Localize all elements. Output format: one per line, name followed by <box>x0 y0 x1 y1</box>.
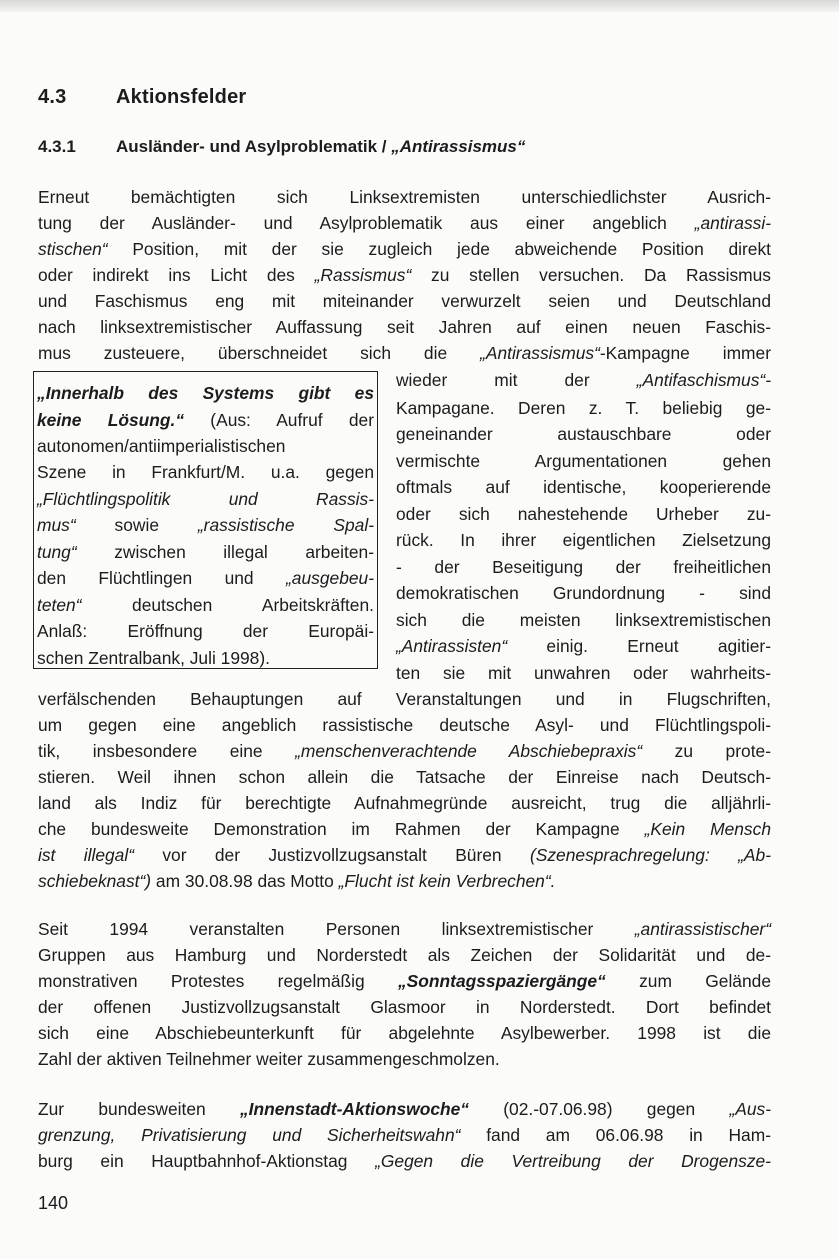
body-line: stieren. Weil ihnen schon allein die Tatsache der Einreise nach Deutsch- <box>38 767 771 787</box>
body-line: ist illegal“ vor der Justizvollzugsanstalt Büren (Szenesprachregelung: „Ab- <box>38 845 771 865</box>
quote-line: Anlaß: Eröffnung der Europäi- <box>37 621 374 641</box>
body-line: sich die meisten linksextremistischen <box>396 610 771 630</box>
body-line: burg ein Hauptbahnhof-Aktionstag „Gegen die Vertreibung der Drogensze- <box>38 1151 771 1171</box>
body-line: oder sich nahestehende Urheber zu- <box>396 504 771 524</box>
body-line: - der Beseitigung der freiheitlichen <box>396 557 771 577</box>
body-line: ten sie mit unwahren oder wahrheits- <box>396 663 771 683</box>
body-line: monstrativen Protestes regelmäßig „Sonntagsspaziergänge“ zum Gelände <box>38 971 771 991</box>
body-line: oder indirekt ins Licht des „Rassismus“ zu stellen versuchen. Da Rassismus <box>38 265 771 285</box>
body-line: geneinander austauschbare oder <box>396 424 771 444</box>
section-heading: 4.3 Aktionsfelder <box>38 86 247 108</box>
quote-line: teten“ deutschen Arbeitskräften. <box>37 595 374 615</box>
body-line: che bundesweite Demonstration im Rahmen der Kampagne „Kein Mensch <box>38 819 771 839</box>
body-line: Kampagane. Deren z. T. beliebig ge- <box>396 398 771 418</box>
body-line: tik, insbesondere eine „menschenverachtende Abschiebepraxis“ zu prote- <box>38 741 771 761</box>
body-line: „Antirassisten“ einig. Erneut agitier- <box>396 636 771 656</box>
body-line: Zahl der aktiven Teilnehmer weiter zusammengeschmolzen. <box>38 1049 500 1069</box>
body-line: land als Indiz für berechtigte Aufnahmegründe ausreicht, trug die alljährli- <box>38 793 771 813</box>
quote-line: autonomen/antiimperialistischen <box>37 436 286 456</box>
body-line: grenzung, Privatisierung und Sicherheitswahn“ fand am 06.06.98 in Ham- <box>38 1125 772 1145</box>
body-line: verfälschenden Behauptungen auf Veranstaltungen und in Flugschriften, <box>38 689 771 709</box>
body-line: vermischte Argumentationen gehen <box>396 451 771 471</box>
quote-line: mus“ sowie „rassistische Spal- <box>37 515 374 535</box>
quote-line: Szene in Frankfurt/M. u.a. gegen <box>37 462 374 482</box>
body-line: der offenen Justizvollzugsanstalt Glasmoor in Norderstedt. Dort befindet <box>38 997 771 1017</box>
body-line: um gegen eine angeblich rassistische deutsche Asyl- und Flüchtlingspoli- <box>38 715 771 735</box>
body-line: Erneut bemächtigten sich Linksextremisten unterschiedlichster Ausrich- <box>38 187 771 207</box>
body-line: und Faschismus eng mit miteinander verwurzelt seien und Deutschland <box>38 291 771 311</box>
body-line: demokratischen Grundordnung - sind <box>396 583 771 603</box>
body-line: wieder mit der „Antifaschismus“- <box>396 370 771 390</box>
page-number: 140 <box>38 1193 69 1213</box>
body-line: Gruppen aus Hamburg und Norderstedt als Zeichen der Solidarität und de- <box>38 945 771 965</box>
quote-line: tung“ zwischen illegal arbeiten- <box>37 542 374 562</box>
body-line: nach linksextremistischer Auffassung seit Jahren auf einen neuen Faschis- <box>38 317 771 337</box>
quote-line: „Flüchtlingspolitik und Rassis- <box>37 489 374 509</box>
quote-line: den Flüchtlingen und „ausgebeu- <box>37 568 374 588</box>
body-line: Zur bundesweiten „Innenstadt-Aktionswoche“ (02.-07.06.98) gegen „Aus- <box>38 1099 771 1119</box>
subsection-heading: 4.3.1 Ausländer- und Asylproblematik / „Antirassismus“ <box>38 137 526 156</box>
quote-line: schen Zentralbank, Juli 1998). <box>37 648 270 668</box>
body-line: sich eine Abschiebeunterkunft für abgelehnte Asylbewerber. 1998 ist die <box>38 1023 771 1043</box>
body-line: stischen“ Position, mit der sie zugleich jede abweichende Position direkt <box>38 239 771 259</box>
body-line: mus zusteuere, überschneidet sich die „Antirassismus“-Kampagne immer <box>38 343 772 363</box>
body-line: rück. In ihrer eigentlichen Zielsetzung <box>396 530 771 550</box>
body-line: oftmals auf identische, kooperierende <box>396 477 771 497</box>
page-top-edge <box>0 0 839 12</box>
body-line: tung der Ausländer- und Asylproblematik aus einer angeblich „antirassi- <box>38 213 771 233</box>
body-line: Seit 1994 veranstalten Personen linksextremistischer „antirassistischer“ <box>38 919 771 939</box>
body-line: schiebeknast“) am 30.08.98 das Motto „Flucht ist kein Verbrechen“. <box>38 871 556 891</box>
quote-line: keine Lösung.“ (Aus: Aufruf der <box>37 410 374 430</box>
quote-line: „Innerhalb des Systems gibt es <box>37 383 374 403</box>
